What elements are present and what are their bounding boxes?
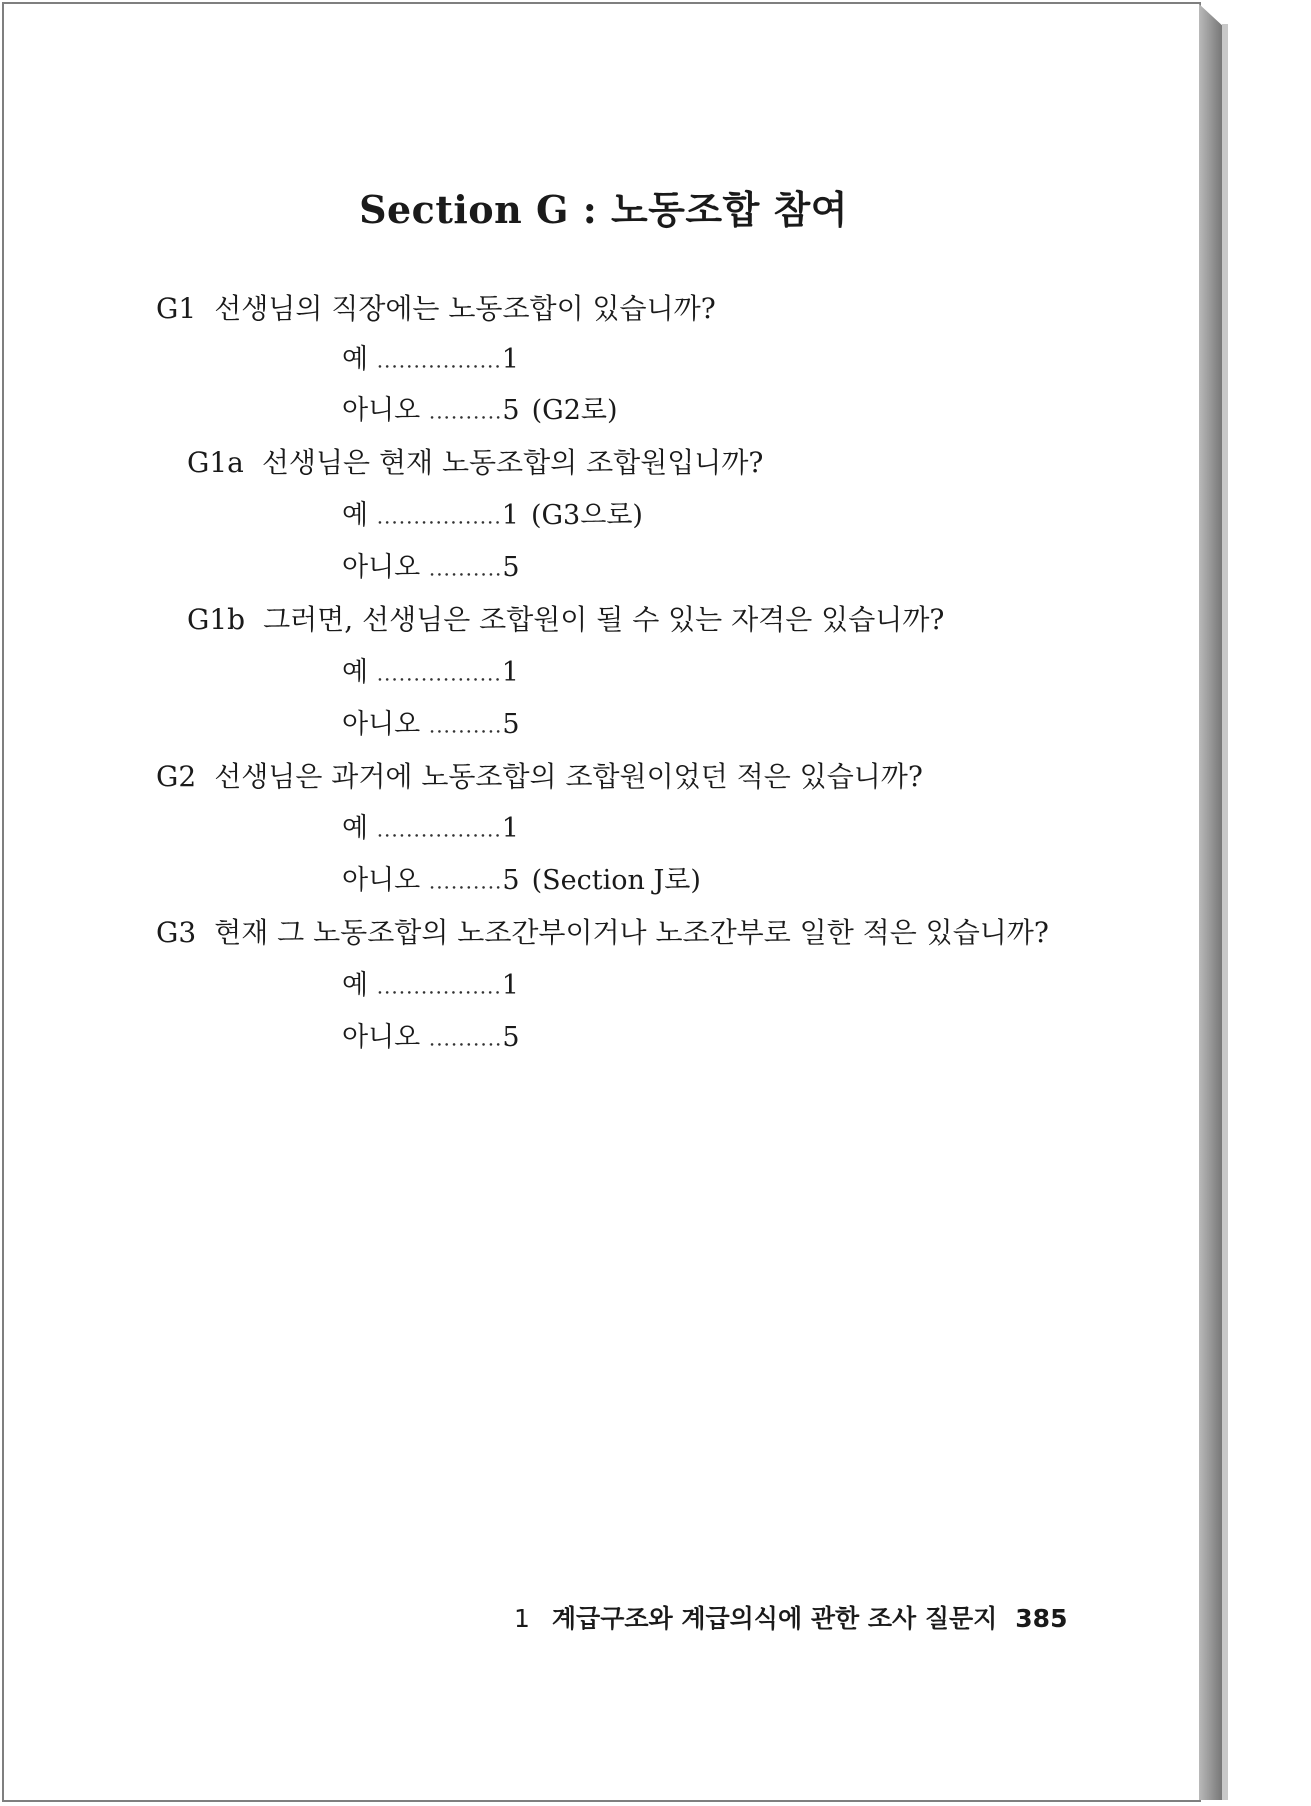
option-code: 1 bbox=[501, 970, 519, 1001]
dot-leader: ................. bbox=[376, 348, 502, 373]
question-g1 bbox=[156, 287, 716, 327]
document-page bbox=[2, 2, 1201, 1802]
skip-note: (G2로) bbox=[531, 395, 618, 426]
option-label: 예 bbox=[342, 813, 369, 844]
option-label: 아니오 bbox=[342, 395, 421, 426]
option-code: 5 bbox=[502, 395, 520, 426]
option-yes bbox=[342, 650, 519, 689]
option-label: 아니오 bbox=[342, 552, 421, 583]
option-yes bbox=[342, 963, 519, 1002]
option-label: 예 bbox=[342, 344, 369, 375]
option-label: 예 bbox=[342, 657, 369, 688]
dot-leader: ................. bbox=[376, 661, 502, 686]
option-label: 아니오 bbox=[342, 865, 421, 896]
skip-note: (G3으로) bbox=[530, 500, 643, 531]
chapter-number: 1 bbox=[514, 1604, 530, 1633]
question-id: G2 bbox=[156, 760, 197, 793]
option-label: 예 bbox=[342, 970, 369, 1001]
running-footer bbox=[514, 1599, 1067, 1635]
dot-leader: .......... bbox=[428, 556, 503, 581]
option-code: 1 bbox=[501, 500, 519, 531]
option-code: 5 bbox=[502, 865, 520, 896]
option-code: 1 bbox=[501, 657, 519, 688]
option-no bbox=[342, 858, 701, 897]
option-label: 아니오 bbox=[342, 1022, 421, 1053]
question-text: 선생님의 직장에는 노동조합이 있습니까? bbox=[214, 292, 716, 325]
dot-leader: ................. bbox=[376, 504, 502, 529]
option-code: 1 bbox=[501, 813, 519, 844]
option-no bbox=[342, 1015, 520, 1054]
option-label: 아니오 bbox=[342, 709, 421, 740]
dot-leader: .......... bbox=[428, 399, 503, 424]
question-g1b bbox=[187, 598, 944, 638]
question-g1a bbox=[187, 441, 763, 481]
dot-leader: .......... bbox=[428, 869, 503, 894]
dot-leader: ................. bbox=[376, 974, 502, 999]
option-no bbox=[342, 702, 520, 741]
question-text: 선생님은 현재 노동조합의 조합원입니까? bbox=[261, 446, 764, 479]
dot-leader: .......... bbox=[428, 713, 503, 738]
question-g2 bbox=[156, 755, 923, 795]
option-yes bbox=[342, 493, 643, 532]
dot-leader: ................. bbox=[376, 817, 502, 842]
section-title: Section G : 노동조합 참여 bbox=[359, 187, 848, 232]
option-yes bbox=[342, 806, 519, 845]
page-number: 385 bbox=[1015, 1604, 1068, 1633]
question-text: 선생님은 과거에 노동조합의 조합원이었던 적은 있습니까? bbox=[214, 760, 923, 793]
option-code: 1 bbox=[501, 344, 519, 375]
question-id: G3 bbox=[156, 916, 197, 949]
option-code: 5 bbox=[502, 552, 520, 583]
dot-leader: .......... bbox=[428, 1026, 503, 1051]
option-code: 5 bbox=[502, 709, 520, 740]
skip-note: (Section J로) bbox=[531, 865, 701, 896]
option-no bbox=[342, 545, 520, 584]
question-g3 bbox=[156, 911, 1049, 951]
option-no bbox=[342, 388, 618, 427]
chapter-title: 계급구조와 계급의식에 관한 조사 질문지 bbox=[551, 1604, 998, 1633]
question-text: 현재 그 노동조합의 노조간부이거나 노조간부로 일한 적은 있습니까? bbox=[214, 916, 1049, 949]
page-edge-shadow bbox=[1222, 24, 1228, 1800]
question-id: G1a bbox=[187, 446, 244, 479]
option-yes bbox=[342, 337, 519, 376]
option-code: 5 bbox=[502, 1022, 520, 1053]
question-text: 그러면, 선생님은 조합원이 될 수 있는 자격은 있습니까? bbox=[263, 603, 945, 636]
question-id: G1b bbox=[187, 603, 246, 636]
question-id: G1 bbox=[156, 292, 197, 325]
option-label: 예 bbox=[342, 500, 369, 531]
